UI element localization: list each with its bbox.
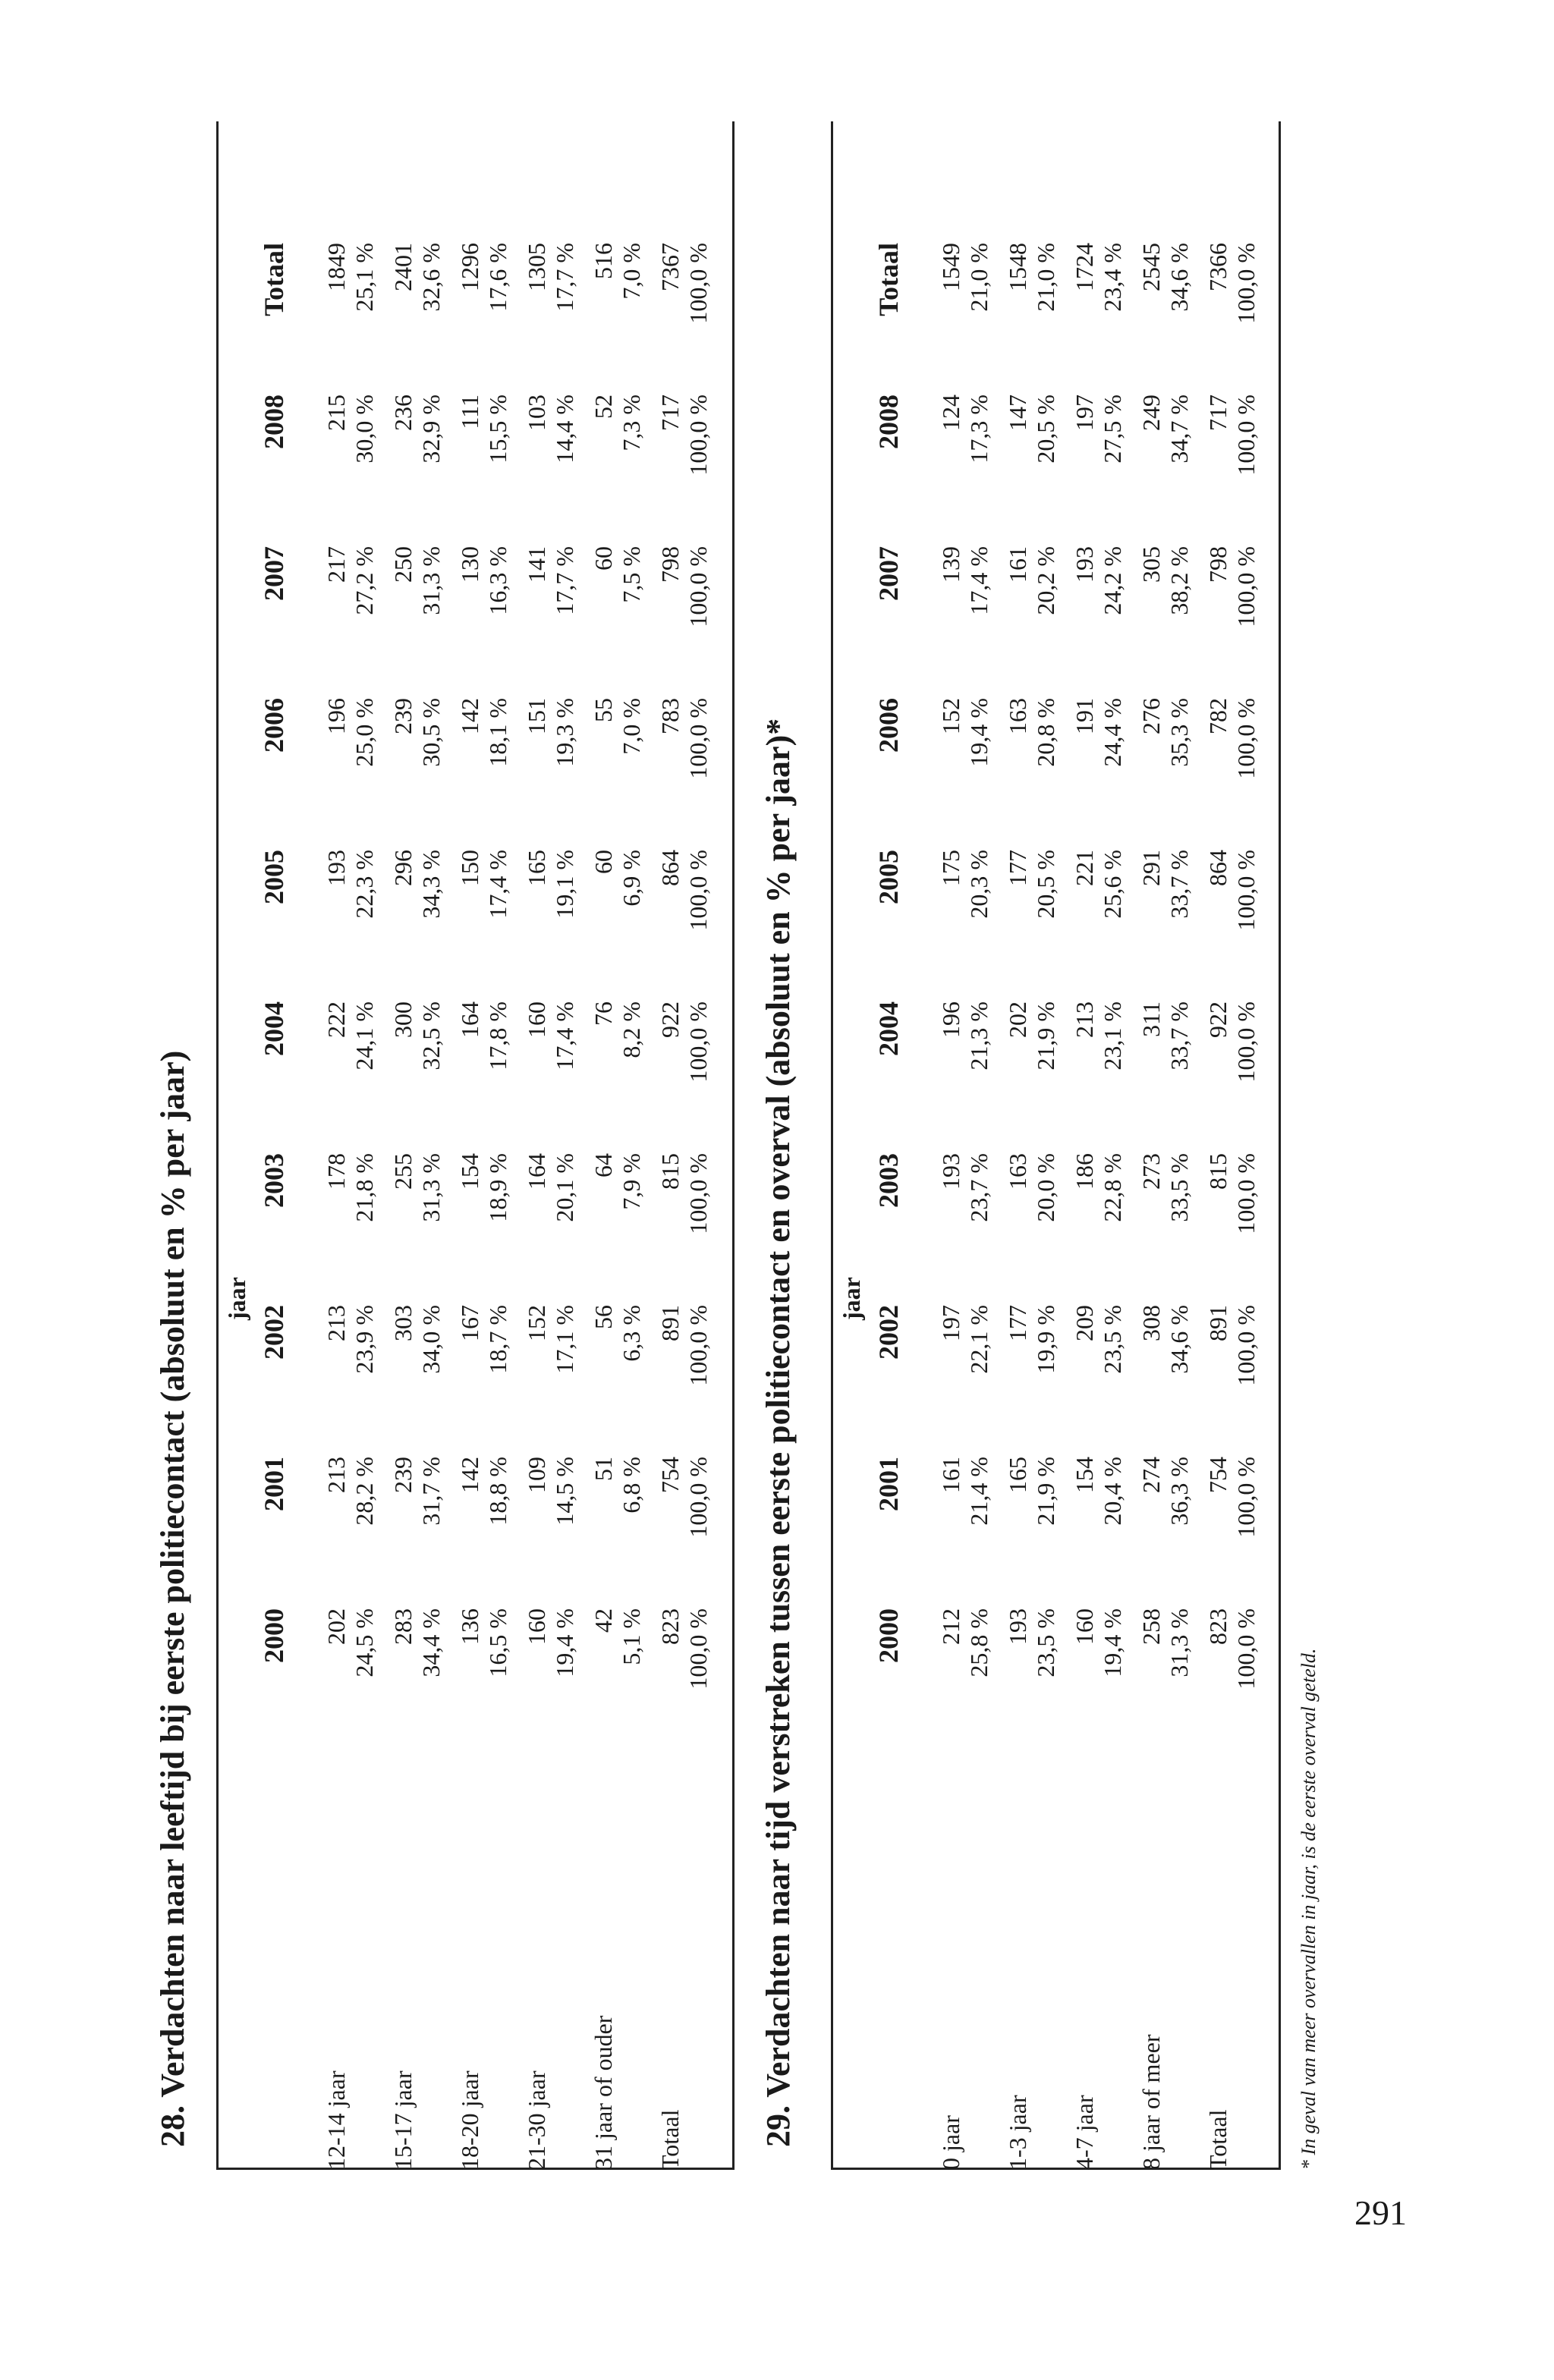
cell-absolute: 222 (322, 1001, 350, 1038)
cell-absolute: 165 (523, 850, 550, 886)
table-28-top-rule (216, 121, 219, 2170)
cell-absolute: 1296 (456, 243, 483, 291)
cell-absolute: 7367 (656, 243, 684, 291)
cell-percentage: 7,3 % (618, 395, 645, 451)
cell-absolute: 7366 (1204, 243, 1232, 291)
cell-percentage: 34,3 % (417, 850, 445, 919)
cell-percentage: 33,7 % (1166, 850, 1193, 919)
cell-percentage: 20,0 % (1032, 1153, 1059, 1222)
column-header-2007: 2007 (873, 546, 904, 601)
cell-absolute: 111 (456, 395, 483, 429)
cell-percentage: 31,3 % (417, 546, 445, 615)
cell-absolute: 60 (590, 546, 617, 571)
cell-absolute: 202 (322, 1608, 350, 1645)
row-label: 15-17 jaar (389, 2070, 417, 2170)
cell-percentage: 7,5 % (618, 546, 645, 603)
cell-percentage: 18,9 % (484, 1153, 511, 1222)
column-header-2007: 2007 (259, 546, 289, 601)
cell-absolute: 922 (1204, 1001, 1232, 1038)
cell-absolute: 175 (937, 850, 964, 886)
cell-absolute: 193 (1004, 1608, 1031, 1645)
cell-absolute: 139 (937, 546, 964, 583)
cell-percentage: 22,3 % (351, 850, 378, 919)
cell-absolute: 308 (1137, 1305, 1165, 1341)
cell-percentage: 16,3 % (484, 546, 511, 615)
cell-percentage: 17,7 % (551, 546, 578, 615)
cell-percentage: 21,8 % (351, 1153, 378, 1222)
cell-absolute: 815 (656, 1153, 684, 1190)
table-29-group-header: jaar (838, 1277, 865, 1320)
cell-percentage: 32,9 % (417, 395, 445, 464)
page-number: 291 (1354, 2193, 1407, 2232)
column-header-2006: 2006 (259, 698, 289, 753)
table-29-bottom-rule (1279, 121, 1281, 2170)
column-header-2003: 2003 (259, 1153, 289, 1208)
cell-percentage: 17,4 % (551, 1001, 578, 1071)
cell-absolute: 1724 (1071, 243, 1098, 291)
row-label: Totaal (1204, 2109, 1232, 2170)
cell-percentage: 20,1 % (551, 1153, 578, 1222)
cell-percentage: 31,7 % (417, 1457, 445, 1526)
cell-percentage: 7,0 % (618, 243, 645, 300)
cell-percentage: 100,0 % (1232, 1608, 1260, 1690)
cell-absolute: 197 (937, 1305, 964, 1341)
table-29-title: 29. Verdachten naar tijd verstreken tussen eerste politiecontact en overval (absoluut en % per jaar)* (760, 718, 797, 2147)
cell-absolute: 783 (656, 698, 684, 734)
cell-absolute: 255 (389, 1153, 417, 1190)
column-header-2004: 2004 (259, 1001, 289, 1056)
cell-absolute: 212 (937, 1608, 964, 1645)
cell-percentage: 19,4 % (965, 698, 992, 767)
cell-absolute: 161 (937, 1457, 964, 1493)
cell-percentage: 24,4 % (1099, 698, 1126, 767)
cell-percentage: 5,1 % (618, 1608, 645, 1665)
cell-absolute: 717 (656, 395, 684, 431)
cell-percentage: 6,3 % (618, 1305, 645, 1362)
row-label: 0 jaar (937, 2115, 964, 2170)
cell-percentage: 32,5 % (417, 1001, 445, 1071)
column-header-2008: 2008 (873, 395, 904, 449)
column-header-2008: 2008 (259, 395, 289, 449)
cell-percentage: 35,3 % (1166, 698, 1193, 767)
cell-percentage: 19,4 % (551, 1608, 578, 1677)
cell-percentage: 19,9 % (1032, 1305, 1059, 1374)
cell-percentage: 30,0 % (351, 395, 378, 464)
cell-absolute: 1549 (937, 243, 964, 291)
cell-absolute: 186 (1071, 1153, 1098, 1190)
cell-percentage: 100,0 % (1232, 1153, 1260, 1234)
cell-percentage: 25,8 % (965, 1608, 992, 1677)
cell-percentage: 34,6 % (1166, 1305, 1193, 1374)
cell-absolute: 42 (590, 1608, 617, 1633)
column-header-2005: 2005 (873, 850, 904, 904)
cell-percentage: 100,0 % (1232, 395, 1260, 476)
cell-absolute: 193 (937, 1153, 964, 1190)
cell-absolute: 160 (523, 1608, 550, 1645)
cell-absolute: 164 (456, 1001, 483, 1038)
cell-percentage: 19,4 % (1099, 1608, 1126, 1677)
row-label: 4-7 jaar (1071, 2095, 1098, 2170)
cell-percentage: 18,8 % (484, 1457, 511, 1526)
cell-absolute: 161 (1004, 546, 1031, 583)
cell-absolute: 215 (322, 395, 350, 431)
cell-percentage: 17,6 % (484, 243, 511, 312)
cell-absolute: 274 (1137, 1457, 1165, 1493)
cell-percentage: 6,9 % (618, 850, 645, 907)
cell-percentage: 17,7 % (551, 243, 578, 312)
cell-absolute: 516 (590, 243, 617, 279)
cell-absolute: 2401 (389, 243, 417, 291)
cell-percentage: 31,3 % (417, 1153, 445, 1222)
cell-absolute: 1849 (322, 243, 350, 291)
cell-absolute: 891 (1204, 1305, 1232, 1341)
cell-absolute: 717 (1204, 395, 1232, 431)
cell-percentage: 20,4 % (1099, 1457, 1126, 1526)
cell-percentage: 15,5 % (484, 395, 511, 464)
cell-percentage: 23,9 % (351, 1305, 378, 1374)
cell-percentage: 22,8 % (1099, 1153, 1126, 1222)
cell-percentage: 100,0 % (684, 850, 712, 931)
cell-percentage: 100,0 % (1232, 1001, 1260, 1083)
cell-percentage: 20,3 % (965, 850, 992, 919)
cell-percentage: 7,0 % (618, 698, 645, 755)
cell-percentage: 27,2 % (351, 546, 378, 615)
column-header-2004: 2004 (873, 1001, 904, 1056)
cell-absolute: 922 (656, 1001, 684, 1038)
cell-absolute: 296 (389, 850, 417, 886)
cell-percentage: 18,7 % (484, 1305, 511, 1374)
cell-percentage: 25,1 % (351, 243, 378, 312)
cell-absolute: 1548 (1004, 243, 1031, 291)
cell-percentage: 21,9 % (1032, 1457, 1059, 1526)
cell-absolute: 213 (322, 1305, 350, 1341)
cell-absolute: 196 (937, 1001, 964, 1038)
cell-absolute: 300 (389, 1001, 417, 1038)
cell-absolute: 250 (389, 546, 417, 583)
cell-absolute: 864 (656, 850, 684, 886)
cell-absolute: 56 (590, 1305, 617, 1329)
table-28-group-header: jaar (223, 1277, 250, 1320)
cell-percentage: 100,0 % (684, 243, 712, 324)
cell-absolute: 193 (322, 850, 350, 886)
cell-absolute: 864 (1204, 850, 1232, 886)
row-label: 31 jaar of ouder (590, 2015, 617, 2170)
cell-percentage: 100,0 % (684, 1457, 712, 1538)
row-label: 18-20 jaar (456, 2070, 483, 2170)
cell-percentage: 21,0 % (965, 243, 992, 312)
cell-absolute: 160 (523, 1001, 550, 1038)
cell-percentage: 100,0 % (1232, 1457, 1260, 1538)
cell-percentage: 19,1 % (551, 850, 578, 919)
column-header-2002: 2002 (259, 1305, 289, 1360)
table-28-bottom-rule (732, 121, 735, 2170)
cell-absolute: 202 (1004, 1001, 1031, 1038)
cell-percentage: 34,0 % (417, 1305, 445, 1374)
column-header-2000: 2000 (873, 1608, 904, 1663)
column-header-totaal: Totaal (259, 243, 289, 316)
cell-percentage: 100,0 % (1232, 546, 1260, 627)
cell-absolute: 213 (1071, 1001, 1098, 1038)
cell-percentage: 21,9 % (1032, 1001, 1059, 1071)
cell-percentage: 19,3 % (551, 698, 578, 767)
cell-percentage: 32,6 % (417, 243, 445, 312)
table-29-top-rule (831, 121, 833, 2170)
cell-percentage: 7,9 % (618, 1153, 645, 1210)
cell-percentage: 23,4 % (1099, 243, 1126, 312)
cell-absolute: 152 (937, 698, 964, 734)
cell-percentage: 8,2 % (618, 1001, 645, 1058)
cell-percentage: 100,0 % (684, 1305, 712, 1386)
cell-percentage: 23,7 % (965, 1153, 992, 1222)
cell-percentage: 17,3 % (965, 395, 992, 464)
cell-absolute: 305 (1137, 546, 1165, 583)
cell-percentage: 16,5 % (484, 1608, 511, 1677)
cell-absolute: 209 (1071, 1305, 1098, 1341)
cell-percentage: 17,4 % (484, 850, 511, 919)
cell-percentage: 24,2 % (1099, 546, 1126, 615)
column-header-2002: 2002 (873, 1305, 904, 1360)
column-header-2001: 2001 (873, 1457, 904, 1511)
column-header-2000: 2000 (259, 1608, 289, 1663)
cell-absolute: 291 (1137, 850, 1165, 886)
cell-percentage: 20,8 % (1032, 698, 1059, 767)
cell-absolute: 193 (1071, 546, 1098, 583)
cell-percentage: 20,5 % (1032, 395, 1059, 464)
cell-absolute: 276 (1137, 698, 1165, 734)
cell-percentage: 17,4 % (965, 546, 992, 615)
cell-percentage: 100,0 % (1232, 850, 1260, 931)
cell-percentage: 31,3 % (1166, 1608, 1193, 1677)
cell-absolute: 151 (523, 698, 550, 734)
cell-absolute: 55 (590, 698, 617, 722)
cell-absolute: 2545 (1137, 243, 1165, 291)
cell-absolute: 217 (322, 546, 350, 583)
row-label: 8 jaar of meer (1137, 2034, 1165, 2170)
cell-percentage: 14,5 % (551, 1457, 578, 1526)
cell-absolute: 163 (1004, 698, 1031, 734)
cell-absolute: 147 (1004, 395, 1031, 431)
cell-absolute: 236 (389, 395, 417, 431)
column-header-2003: 2003 (873, 1153, 904, 1208)
cell-absolute: 141 (523, 546, 550, 583)
cell-absolute: 239 (389, 698, 417, 734)
row-label: 1-3 jaar (1004, 2095, 1031, 2170)
cell-absolute: 177 (1004, 850, 1031, 886)
cell-absolute: 142 (456, 1457, 483, 1493)
cell-absolute: 815 (1204, 1153, 1232, 1190)
cell-percentage: 25,0 % (351, 698, 378, 767)
cell-percentage: 18,1 % (484, 698, 511, 767)
cell-percentage: 17,8 % (484, 1001, 511, 1071)
cell-absolute: 154 (1071, 1457, 1098, 1493)
row-label: Totaal (656, 2109, 684, 2170)
cell-percentage: 100,0 % (684, 1608, 712, 1690)
cell-percentage: 23,1 % (1099, 1001, 1126, 1071)
cell-percentage: 21,4 % (965, 1457, 992, 1526)
cell-percentage: 36,3 % (1166, 1457, 1193, 1526)
cell-absolute: 178 (322, 1153, 350, 1190)
cell-absolute: 283 (389, 1608, 417, 1645)
cell-percentage: 27,5 % (1099, 395, 1126, 464)
cell-absolute: 52 (590, 395, 617, 419)
cell-percentage: 24,1 % (351, 1001, 378, 1071)
cell-absolute: 163 (1004, 1153, 1031, 1190)
cell-absolute: 196 (322, 698, 350, 734)
cell-percentage: 33,5 % (1166, 1153, 1193, 1222)
cell-absolute: 823 (656, 1608, 684, 1645)
cell-percentage: 100,0 % (684, 546, 712, 627)
cell-absolute: 177 (1004, 1305, 1031, 1341)
cell-absolute: 160 (1071, 1608, 1098, 1645)
cell-absolute: 249 (1137, 395, 1165, 431)
row-label: 12-14 jaar (322, 2070, 350, 2170)
cell-absolute: 142 (456, 698, 483, 734)
cell-absolute: 124 (937, 395, 964, 431)
cell-percentage: 100,0 % (1232, 243, 1260, 324)
cell-percentage: 20,5 % (1032, 850, 1059, 919)
cell-absolute: 197 (1071, 395, 1098, 431)
cell-percentage: 100,0 % (684, 1153, 712, 1234)
cell-percentage: 17,1 % (551, 1305, 578, 1374)
cell-absolute: 798 (1204, 546, 1232, 583)
cell-percentage: 100,0 % (684, 395, 712, 476)
cell-percentage: 100,0 % (1232, 698, 1260, 779)
cell-absolute: 191 (1071, 698, 1098, 734)
column-header-2001: 2001 (259, 1457, 289, 1511)
table-29-footnote: * In geval van meer overvallen in jaar, is de eerste overval geteld. (1298, 1648, 1320, 2170)
cell-absolute: 150 (456, 850, 483, 886)
cell-absolute: 136 (456, 1608, 483, 1645)
cell-percentage: 34,6 % (1166, 243, 1193, 312)
cell-absolute: 51 (590, 1457, 617, 1481)
cell-absolute: 76 (590, 1001, 617, 1026)
cell-percentage: 100,0 % (1232, 1305, 1260, 1386)
cell-absolute: 303 (389, 1305, 417, 1341)
cell-absolute: 754 (656, 1457, 684, 1493)
cell-absolute: 891 (656, 1305, 684, 1341)
cell-absolute: 130 (456, 546, 483, 583)
table-28-title: 28. Verdachten naar leeftijd bij eerste politiecontact (absoluut en % per jaar) (154, 1050, 191, 2147)
cell-absolute: 798 (656, 546, 684, 583)
cell-percentage: 34,7 % (1166, 395, 1193, 464)
cell-percentage: 30,5 % (417, 698, 445, 767)
cell-percentage: 6,8 % (618, 1457, 645, 1514)
cell-percentage: 21,0 % (1032, 243, 1059, 312)
cell-absolute: 221 (1071, 850, 1098, 886)
cell-absolute: 167 (456, 1305, 483, 1341)
cell-absolute: 60 (590, 850, 617, 874)
cell-absolute: 754 (1204, 1457, 1232, 1493)
row-label: 21-30 jaar (523, 2070, 550, 2170)
cell-percentage: 34,4 % (417, 1608, 445, 1677)
cell-percentage: 22,1 % (965, 1305, 992, 1374)
cell-absolute: 165 (1004, 1457, 1031, 1493)
cell-percentage: 25,6 % (1099, 850, 1126, 919)
cell-percentage: 14,4 % (551, 395, 578, 464)
column-header-totaal: Totaal (873, 243, 904, 316)
column-header-2005: 2005 (259, 850, 289, 904)
cell-percentage: 28,2 % (351, 1457, 378, 1526)
cell-absolute: 164 (523, 1153, 550, 1190)
rotated-page-content (152, 121, 1518, 2170)
cell-absolute: 1305 (523, 243, 550, 291)
cell-percentage: 33,7 % (1166, 1001, 1193, 1071)
cell-absolute: 782 (1204, 698, 1232, 734)
cell-absolute: 64 (590, 1153, 617, 1177)
cell-absolute: 311 (1137, 1001, 1165, 1037)
cell-absolute: 154 (456, 1153, 483, 1190)
cell-percentage: 38,2 % (1166, 546, 1193, 615)
cell-percentage: 23,5 % (1032, 1608, 1059, 1677)
cell-absolute: 273 (1137, 1153, 1165, 1190)
cell-percentage: 100,0 % (684, 1001, 712, 1083)
cell-absolute: 152 (523, 1305, 550, 1341)
cell-percentage: 21,3 % (965, 1001, 992, 1071)
cell-percentage: 100,0 % (684, 698, 712, 779)
cell-absolute: 103 (523, 395, 550, 431)
cell-absolute: 109 (523, 1457, 550, 1493)
cell-absolute: 258 (1137, 1608, 1165, 1645)
cell-percentage: 23,5 % (1099, 1305, 1126, 1374)
cell-percentage: 24,5 % (351, 1608, 378, 1677)
cell-absolute: 239 (389, 1457, 417, 1493)
cell-absolute: 213 (322, 1457, 350, 1493)
column-header-2006: 2006 (873, 698, 904, 753)
cell-absolute: 823 (1204, 1608, 1232, 1645)
cell-percentage: 20,2 % (1032, 546, 1059, 615)
